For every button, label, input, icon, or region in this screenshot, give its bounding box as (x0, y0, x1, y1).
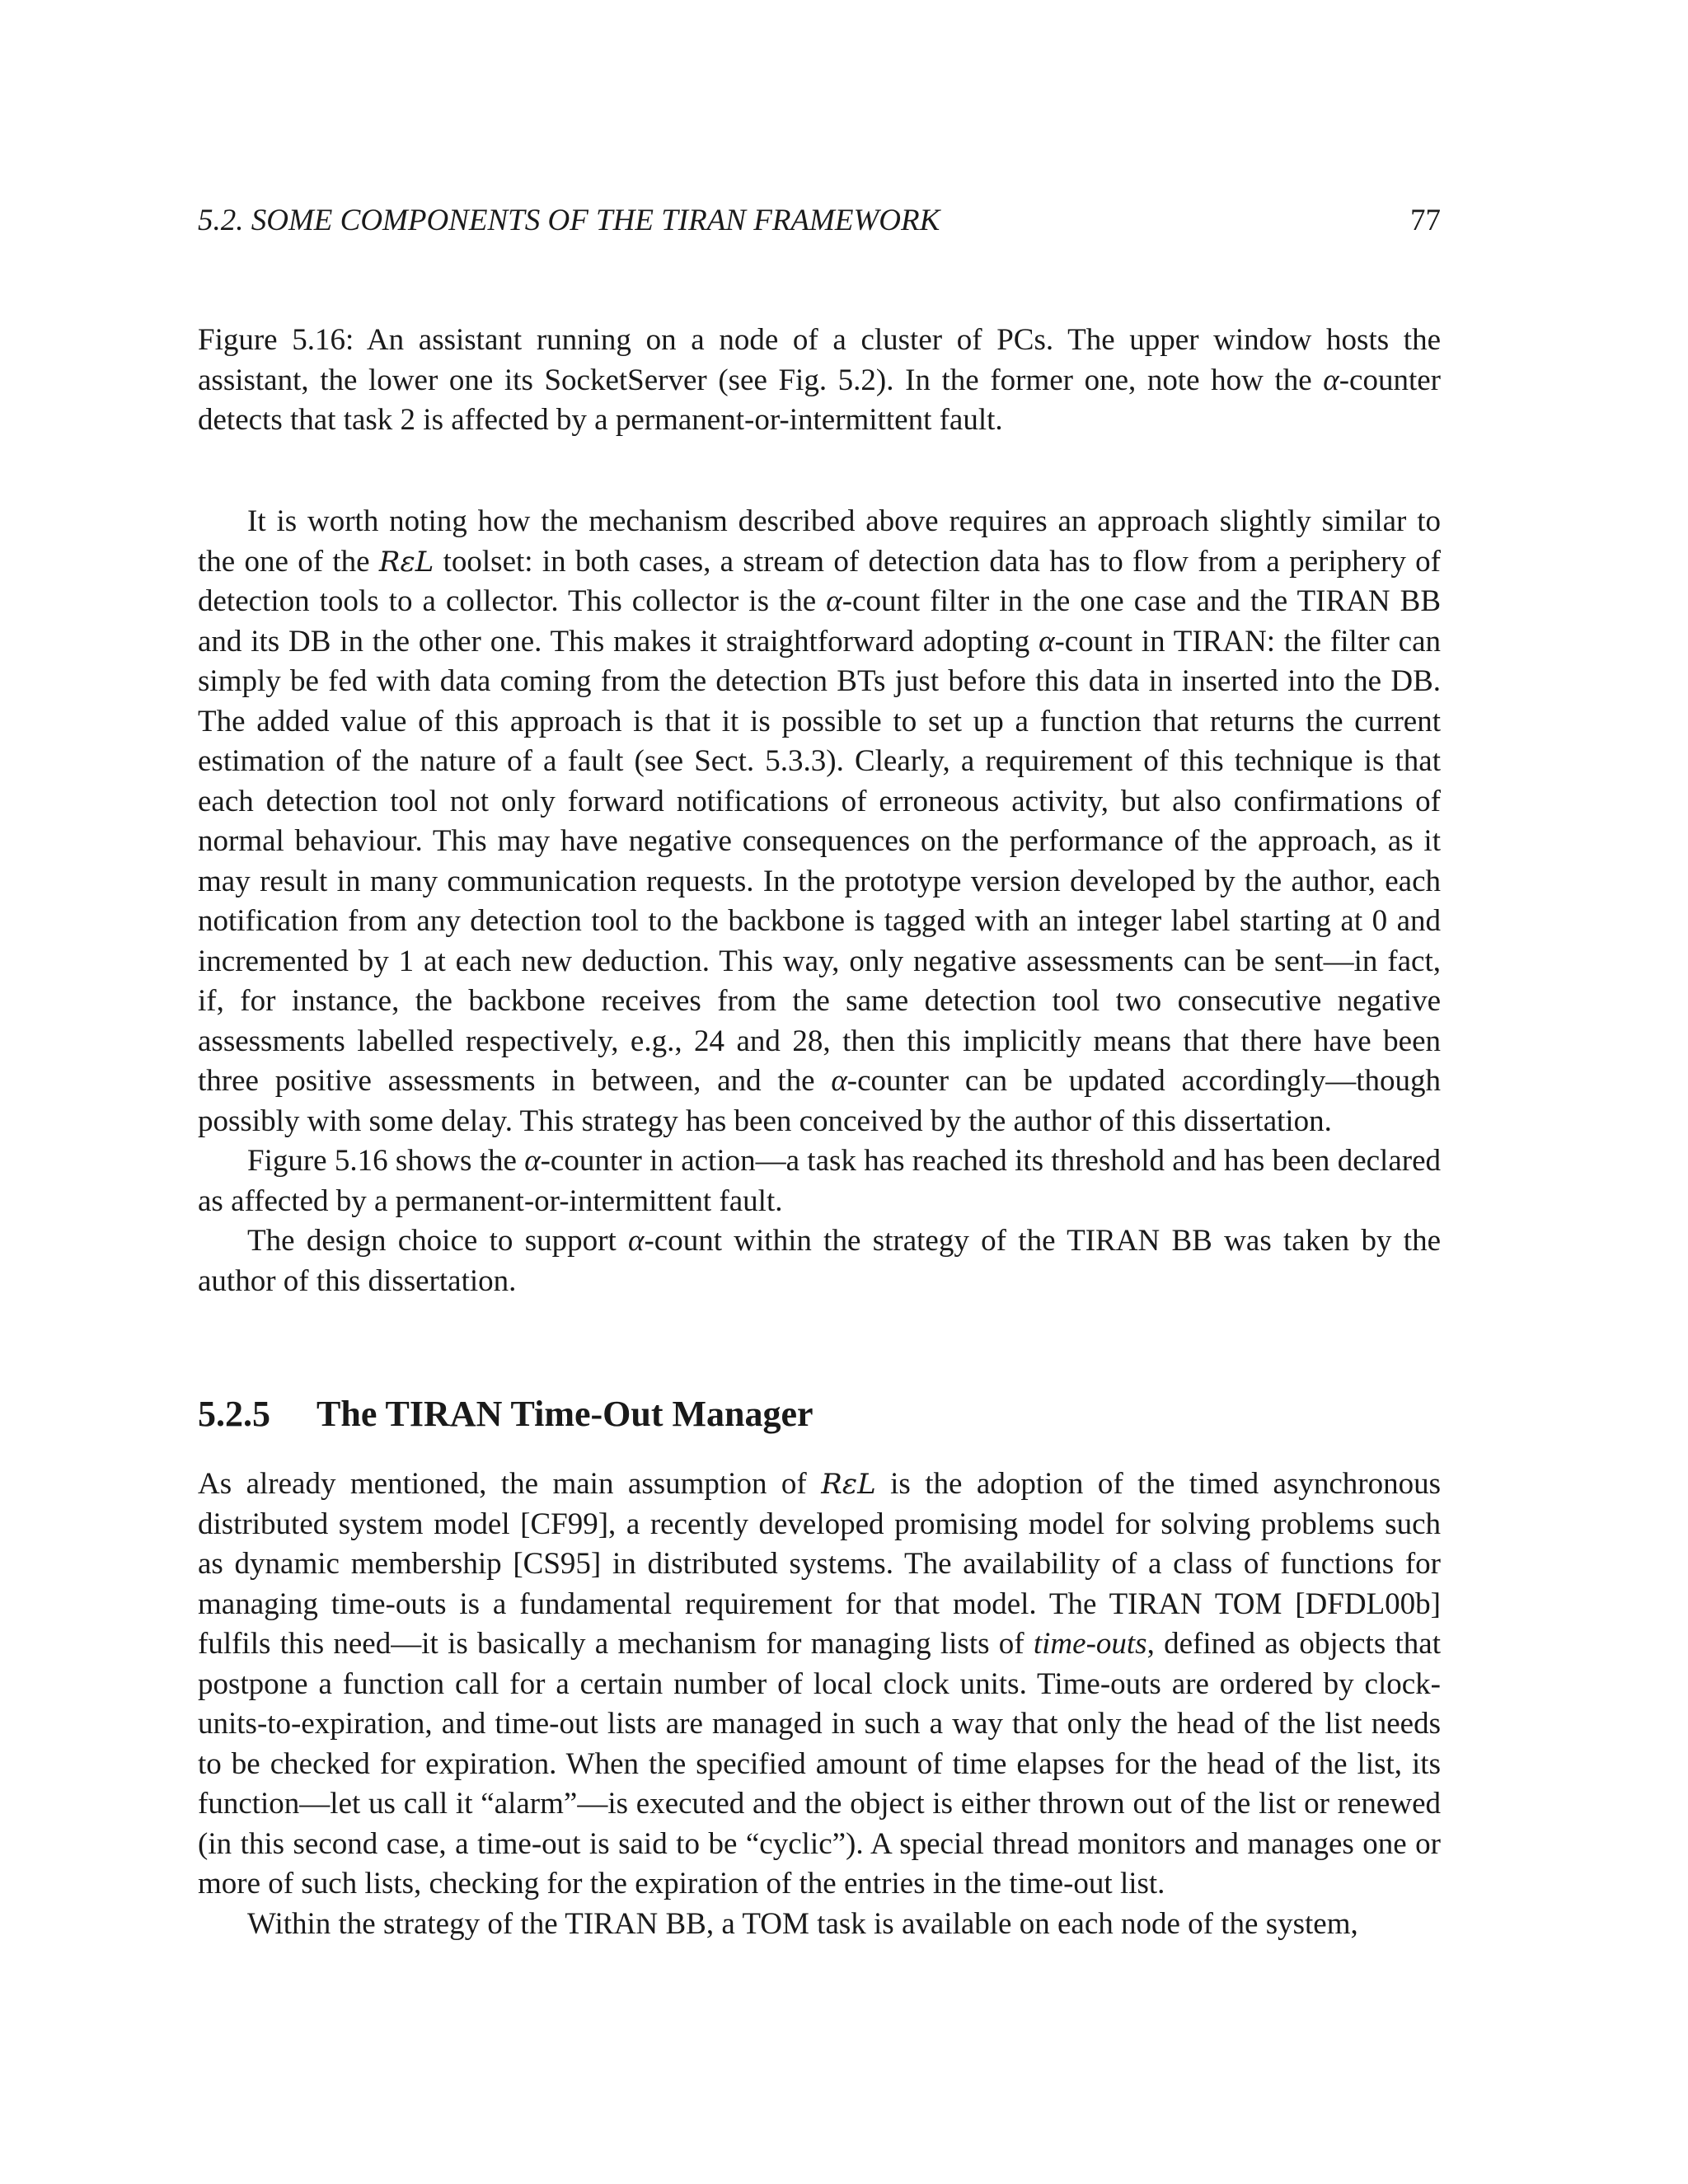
alpha-symbol: α (1039, 624, 1055, 658)
alpha-symbol: α (831, 1064, 847, 1098)
alpha-symbol: α (826, 584, 842, 618)
rel-logo: RεL (821, 1468, 876, 1501)
text-run: is the adoption of the timed asynchronous distributed system model [CF99], a recently developed promising model for solving problems such as dynamic membership [CS95] in distributed systems. The availability of a class of functions for managing time-outs is a fundamental requirement for that model. The TIRAN TOM [DFDL00b] fulfils this need—it is basically a mechanism for managing lists of (198, 1467, 1441, 1661)
text-run: -counter can be updated accordingly—though possibly with some delay. This strategy has been conceived by the author of this dissertation. (198, 1064, 1441, 1138)
paragraph-tom-overview (198, 1465, 1441, 1905)
paragraph-tom-task: Within the strategy of the TIRAN BB, a TOM task is available on each node of the system, (247, 1906, 1358, 1941)
section-number: 5.2.5 (198, 1394, 270, 1434)
text-run: -count in TIRAN: the filter can simply be fed with data coming from the detection BTs just before this data in inserted into the DB. The added value of this approach is that it is possible to set up a function that returns the current estimation of the nature of a fault (see Sect. 5.3.3). Clearly, a requirement of this technique is that each detection tool not only forward notifications of erroneous activity, but also confirmations of normal behaviour. This may have negative consequences on the performance of the approach, as it may result in many communication requests. In the prototype version developed by the author, each notification from any detection tool to the backbone is tagged with an integer label starting at 0 and incremented by 1 at each new deduction. This way, only negative assessments can be sent—in fact, if, for instance, the backbone receives from the same detection tool two consecutive negative assessments labelled respectively, e.g., 24 and 28, then this implicitly means that there have been three positive assessments in between, and the (198, 624, 1441, 1098)
body-block-1 (198, 502, 1441, 1301)
alpha-symbol: α (628, 1224, 645, 1258)
text-run: , defined as objects that postpone a function call for a certain number of local clock units. Time-outs are ordered by clock-units-to-expiration, and time-out lists are managed in such a way that only the head of the list needs to be checked for expiration. When the specified amount of time elapses for the head of the list, its function—let us call it “alarm”—is executed and the object is either thrown out of the list or renewed (in this second case, a time-out is said to be “cyclic”). A special thread monitors and manages one or more of such lists, checking for the expiration of the entries in the time-out list. (198, 1627, 1441, 1900)
text-run: The design choice to support (247, 1224, 629, 1258)
caption-text-b: -counter detects that task 2 is affected by a permanent-or-intermittent fault. (198, 363, 1441, 437)
running-head-title: 5.2. SOME COMPONENTS OF THE TIRAN FRAMEWORK (198, 204, 940, 237)
text-run: Figure 5.16 shows the (247, 1144, 525, 1178)
page-number: 77 (1410, 204, 1441, 237)
text-run: As already mentioned, the main assumption of (198, 1467, 822, 1501)
emphasis-time-outs: time-outs (1033, 1627, 1147, 1661)
paragraph-figure-reference (198, 1141, 1441, 1221)
text-run: toolset: in both cases, a stream of detection data has to flow from a periphery of detection tools to a collector. This collector is the (198, 544, 1441, 618)
body-block-2 (198, 1465, 1441, 1944)
text-run: -counter in action—a task has reached its threshold and has been declared as affected by a permanent-or-intermittent fault. (198, 1144, 1441, 1218)
running-head (198, 203, 1441, 242)
paragraph-design-choice (198, 1221, 1441, 1301)
paragraph-alpha-count-mechanism (198, 502, 1441, 1141)
figure-caption (198, 321, 1441, 441)
text-run: -count filter in the one case and the TIRAN BB and its DB in the other one. This makes it straightforward adopting (198, 584, 1442, 658)
text-run: It is worth noting how the mechanism described above requires an approach slightly similar to the one of the (198, 504, 1441, 579)
text-run: -count within the strategy of the TIRAN BB was taken by the author of this dissertation. (198, 1224, 1441, 1298)
section-heading (198, 1393, 1441, 1442)
section-title: The TIRAN Time-Out Manager (316, 1394, 814, 1434)
alpha-symbol: α (1323, 363, 1339, 397)
rel-logo: RεL (378, 545, 434, 579)
caption-label: Figure 5.16: (198, 323, 354, 357)
caption-text-a: An assistant running on a node of a cluster of PCs. The upper window hosts the assistant, the lower one its SocketServer (see Fig. 5.2). In the former one, note how the (198, 323, 1441, 397)
alpha-symbol: α (524, 1144, 541, 1178)
